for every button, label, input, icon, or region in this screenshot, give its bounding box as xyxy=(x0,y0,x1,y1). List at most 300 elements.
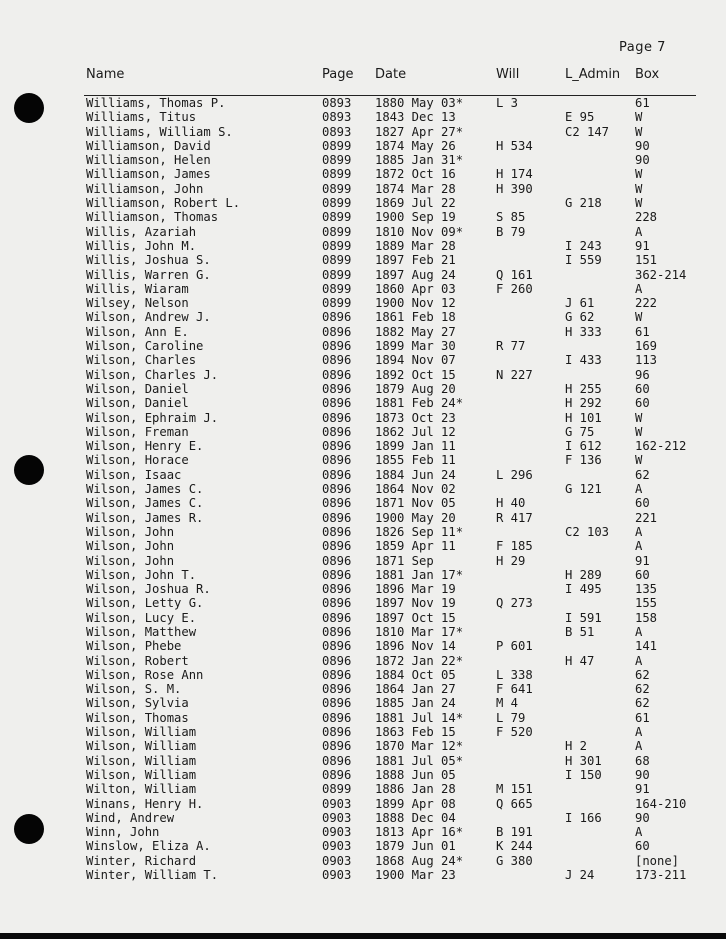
table-row xyxy=(0,182,726,196)
cell-page: 0899 xyxy=(322,224,352,239)
table-row xyxy=(0,310,726,324)
cell-box: A xyxy=(635,224,643,239)
cell-date: 1881 Jul 14* xyxy=(375,710,464,725)
cell-name: Wilson, James C. xyxy=(86,496,204,511)
cell-date: 1862 Jul 12 xyxy=(375,424,456,439)
cell-page: 0899 xyxy=(322,782,352,797)
cell-name: Winn, John xyxy=(86,825,160,840)
cell-date: 1899 Jan 11 xyxy=(375,439,456,454)
cell-name: Wilsey, Nelson xyxy=(86,296,189,311)
cell-name: Willis, John M. xyxy=(86,238,197,253)
table-row xyxy=(0,453,726,467)
cell-name: Wilson, Horace xyxy=(86,453,189,468)
cell-page: 0899 xyxy=(322,210,352,225)
cell-page: 0899 xyxy=(322,253,352,268)
cell-page: 0903 xyxy=(322,825,352,840)
table-row xyxy=(0,339,726,353)
table-row xyxy=(0,682,726,696)
cell-box: 60 xyxy=(635,381,650,396)
cell-will: L 296 xyxy=(496,467,533,482)
page-number: Page 7 xyxy=(619,40,666,55)
header-will: Will xyxy=(496,67,520,82)
cell-date: 1810 Mar 17* xyxy=(375,624,464,639)
cell-date: 1896 Nov 14 xyxy=(375,639,456,654)
cell-date: 1859 Apr 11 xyxy=(375,539,456,554)
cell-name: Winslow, Eliza A. xyxy=(86,839,211,854)
cell-date: 1813 Apr 16* xyxy=(375,825,464,840)
cell-date: 1881 Jan 17* xyxy=(375,567,464,582)
cell-date: 1864 Jan 27 xyxy=(375,682,456,697)
cell-page: 0903 xyxy=(322,796,352,811)
cell-name: Wilson, Sylvia xyxy=(86,696,189,711)
cell-name: Winter, William T. xyxy=(86,868,219,883)
cell-will: H 40 xyxy=(496,496,526,511)
cell-name: Wilson, John xyxy=(86,539,175,554)
cell-name: Wilson, Joshua R. xyxy=(86,582,211,597)
cell-will: L 3 xyxy=(496,96,519,110)
table-row xyxy=(0,596,726,610)
cell-page: 0896 xyxy=(322,324,352,339)
cell-name: Wind, Andrew xyxy=(86,810,175,825)
cell-name: Wilson, William xyxy=(86,753,197,768)
cell-admin: E 95 xyxy=(565,110,595,125)
cell-box: A xyxy=(635,624,643,639)
cell-date: 1884 Oct 05 xyxy=(375,667,456,682)
cell-name: Williams, Titus xyxy=(86,110,197,125)
cell-admin: I 433 xyxy=(565,353,602,368)
cell-name: Wilson, Caroline xyxy=(86,339,204,354)
table-row xyxy=(0,739,726,753)
cell-date: 1810 Nov 09* xyxy=(375,224,464,239)
cell-page: 0896 xyxy=(322,410,352,425)
record-list xyxy=(0,96,726,882)
cell-date: 1900 Nov 12 xyxy=(375,296,456,311)
table-row xyxy=(0,825,726,839)
scan-edge xyxy=(0,933,726,939)
cell-name: Wilson, Isaac xyxy=(86,467,182,482)
cell-page: 0896 xyxy=(322,567,352,582)
cell-name: Winans, Henry H. xyxy=(86,796,204,811)
cell-date: 1874 Mar 28 xyxy=(375,181,456,196)
cell-admin: H 2 xyxy=(565,739,588,754)
cell-box: 158 xyxy=(635,610,658,625)
table-row xyxy=(0,768,726,782)
cell-name: Willis, Azariah xyxy=(86,224,197,239)
cell-page: 0896 xyxy=(322,424,352,439)
cell-name: Wilson, Phebe xyxy=(86,639,182,654)
table-row xyxy=(0,396,726,410)
cell-box: 61 xyxy=(635,324,650,339)
cell-page: 0896 xyxy=(322,310,352,325)
cell-date: 1884 Jun 24 xyxy=(375,467,456,482)
cell-box: 61 xyxy=(635,96,650,110)
cell-will: Q 665 xyxy=(496,796,533,811)
cell-will: F 520 xyxy=(496,725,533,740)
cell-box: [none] xyxy=(635,853,680,868)
cell-admin: I 495 xyxy=(565,582,602,597)
cell-page: 0896 xyxy=(322,696,352,711)
table-row xyxy=(0,625,726,639)
cell-page: 0896 xyxy=(322,667,352,682)
table-row xyxy=(0,411,726,425)
cell-box: 155 xyxy=(635,596,658,611)
cell-box: W xyxy=(635,453,643,468)
cell-name: Williamson, Helen xyxy=(86,153,211,168)
table-row xyxy=(0,696,726,710)
cell-admin: H 101 xyxy=(565,410,602,425)
cell-will: Q 161 xyxy=(496,267,533,282)
table-row xyxy=(0,153,726,167)
cell-name: Wilson, John xyxy=(86,553,175,568)
cell-name: Wilson, Charles J. xyxy=(86,367,219,382)
table-row xyxy=(0,811,726,825)
cell-box: 90 xyxy=(635,138,650,153)
cell-admin: H 255 xyxy=(565,381,602,396)
cell-box: 68 xyxy=(635,753,650,768)
cell-name: Williamson, David xyxy=(86,138,211,153)
cell-date: 1888 Jun 05 xyxy=(375,767,456,782)
cell-box: W xyxy=(635,181,643,196)
cell-admin: I 150 xyxy=(565,767,602,782)
cell-date: 1870 Mar 12* xyxy=(375,739,464,754)
cell-box: A xyxy=(635,653,643,668)
cell-name: Wilton, William xyxy=(86,782,197,797)
cell-will: M 4 xyxy=(496,696,519,711)
cell-page: 0896 xyxy=(322,682,352,697)
cell-date: 1871 Nov 05 xyxy=(375,496,456,511)
cell-box: 162-212 xyxy=(635,439,687,454)
cell-admin: I 612 xyxy=(565,439,602,454)
cell-name: Williamson, James xyxy=(86,167,211,182)
cell-name: Wilson, Henry E. xyxy=(86,439,204,454)
cell-page: 0896 xyxy=(322,767,352,782)
cell-name: Wilson, Ann E. xyxy=(86,324,189,339)
cell-will: F 185 xyxy=(496,539,533,554)
table-row xyxy=(0,496,726,510)
cell-name: Willis, Wiaram xyxy=(86,281,189,296)
cell-box: A xyxy=(635,825,643,840)
cell-date: 1874 May 26 xyxy=(375,138,456,153)
cell-page: 0896 xyxy=(322,367,352,382)
cell-will: P 601 xyxy=(496,639,533,654)
table-row xyxy=(0,639,726,653)
cell-name: Williamson, Robert L. xyxy=(86,196,241,211)
cell-admin: G 218 xyxy=(565,196,602,211)
cell-name: Williamson, Thomas xyxy=(86,210,219,225)
cell-date: 1881 Jul 05* xyxy=(375,753,464,768)
cell-will: S 85 xyxy=(496,210,526,225)
cell-box: 60 xyxy=(635,567,650,582)
cell-box: 362-214 xyxy=(635,267,687,282)
cell-date: 1827 Apr 27* xyxy=(375,124,464,139)
cell-page: 0899 xyxy=(322,138,352,153)
cell-date: 1900 Sep 19 xyxy=(375,210,456,225)
cell-box: A xyxy=(635,482,643,497)
cell-name: Williams, William S. xyxy=(86,124,233,139)
cell-page: 0896 xyxy=(322,725,352,740)
header-date: Date xyxy=(375,67,407,82)
cell-name: Wilson, John T. xyxy=(86,567,197,582)
table-row xyxy=(0,839,726,853)
cell-name: Wilson, James R. xyxy=(86,510,204,525)
header-box: Box xyxy=(635,67,660,82)
cell-box: 151 xyxy=(635,253,658,268)
cell-admin: H 47 xyxy=(565,653,595,668)
table-row xyxy=(0,511,726,525)
cell-box: 141 xyxy=(635,639,658,654)
cell-admin: J 24 xyxy=(565,868,595,883)
cell-name: Wilson, Letty G. xyxy=(86,596,204,611)
cell-page: 0899 xyxy=(322,238,352,253)
table-row xyxy=(0,382,726,396)
cell-date: 1882 May 27 xyxy=(375,324,456,339)
cell-will: B 79 xyxy=(496,224,526,239)
cell-page: 0903 xyxy=(322,868,352,883)
table-row xyxy=(0,711,726,725)
cell-admin: I 166 xyxy=(565,810,602,825)
cell-page: 0899 xyxy=(322,153,352,168)
cell-page: 0899 xyxy=(322,167,352,182)
cell-date: 1871 Sep xyxy=(375,553,434,568)
cell-box: 62 xyxy=(635,467,650,482)
cell-box: W xyxy=(635,110,643,125)
cell-admin: G 75 xyxy=(565,424,595,439)
cell-box: 60 xyxy=(635,839,650,854)
cell-name: Wilson, William xyxy=(86,739,197,754)
cell-name: Wilson, Daniel xyxy=(86,396,189,411)
cell-box: 164-210 xyxy=(635,796,687,811)
cell-will: R 417 xyxy=(496,510,533,525)
cell-date: 1896 Mar 19 xyxy=(375,582,456,597)
cell-box: A xyxy=(635,739,643,754)
cell-date: 1886 Jan 28 xyxy=(375,782,456,797)
cell-date: 1900 May 20 xyxy=(375,510,456,525)
cell-page: 0899 xyxy=(322,181,352,196)
cell-box: 222 xyxy=(635,296,658,311)
cell-date: 1885 Jan 31* xyxy=(375,153,464,168)
cell-date: 1826 Sep 11* xyxy=(375,524,464,539)
cell-box: W xyxy=(635,124,643,139)
table-row xyxy=(0,425,726,439)
cell-will: H 390 xyxy=(496,181,533,196)
cell-date: 1868 Aug 24* xyxy=(375,853,464,868)
cell-will: F 260 xyxy=(496,281,533,296)
cell-name: Wilson, Lucy E. xyxy=(86,610,197,625)
cell-page: 0896 xyxy=(322,510,352,525)
cell-date: 1861 Feb 18 xyxy=(375,310,456,325)
cell-page: 0899 xyxy=(322,281,352,296)
cell-will: L 79 xyxy=(496,710,526,725)
cell-admin: H 301 xyxy=(565,753,602,768)
table-row xyxy=(0,110,726,124)
cell-page: 0896 xyxy=(322,553,352,568)
table-row xyxy=(0,139,726,153)
cell-name: Willis, Joshua S. xyxy=(86,253,211,268)
cell-box: 96 xyxy=(635,367,650,382)
cell-name: Wilson, Robert xyxy=(86,653,189,668)
cell-name: Wilson, Daniel xyxy=(86,381,189,396)
cell-will: Q 273 xyxy=(496,596,533,611)
table-row xyxy=(0,239,726,253)
cell-page: 0893 xyxy=(322,110,352,125)
cell-will: H 174 xyxy=(496,167,533,182)
cell-page: 0896 xyxy=(322,381,352,396)
cell-page: 0896 xyxy=(322,453,352,468)
table-row xyxy=(0,568,726,582)
cell-name: Wilson, Matthew xyxy=(86,624,197,639)
cell-box: 173-211 xyxy=(635,868,687,883)
cell-page: 0899 xyxy=(322,267,352,282)
table-row xyxy=(0,96,726,110)
table-row xyxy=(0,797,726,811)
cell-box: 113 xyxy=(635,353,658,368)
cell-date: 1881 Feb 24* xyxy=(375,396,464,411)
cell-box: 135 xyxy=(635,582,658,597)
cell-page: 0896 xyxy=(322,439,352,454)
cell-admin: C2 147 xyxy=(565,124,610,139)
cell-date: 1900 Mar 23 xyxy=(375,868,456,883)
cell-page: 0896 xyxy=(322,496,352,511)
cell-name: Wilson, S. M. xyxy=(86,682,182,697)
cell-admin: C2 103 xyxy=(565,524,610,539)
cell-page: 0903 xyxy=(322,853,352,868)
cell-date: 1860 Apr 03 xyxy=(375,281,456,296)
cell-page: 0899 xyxy=(322,196,352,211)
table-row xyxy=(0,296,726,310)
cell-box: 90 xyxy=(635,810,650,825)
cell-name: Wilson, Charles xyxy=(86,353,197,368)
table-header xyxy=(0,67,726,83)
cell-date: 1897 Aug 24 xyxy=(375,267,456,282)
cell-date: 1879 Aug 20 xyxy=(375,381,456,396)
cell-name: Wilson, James C. xyxy=(86,482,204,497)
table-row xyxy=(0,482,726,496)
cell-admin: B 51 xyxy=(565,624,595,639)
header-name: Name xyxy=(86,67,125,82)
cell-admin: J 61 xyxy=(565,296,595,311)
cell-box: A xyxy=(635,281,643,296)
cell-name: Williamson, John xyxy=(86,181,204,196)
cell-box: W xyxy=(635,424,643,439)
cell-admin: I 243 xyxy=(565,238,602,253)
table-row xyxy=(0,167,726,181)
cell-box: 62 xyxy=(635,682,650,697)
cell-page: 0896 xyxy=(322,539,352,554)
cell-box: 91 xyxy=(635,238,650,253)
cell-name: Wilson, Ephraim J. xyxy=(86,410,219,425)
table-row xyxy=(0,196,726,210)
table-row xyxy=(0,611,726,625)
cell-box: 90 xyxy=(635,153,650,168)
table-row xyxy=(0,539,726,553)
table-row xyxy=(0,468,726,482)
cell-box: W xyxy=(635,196,643,211)
cell-box: 60 xyxy=(635,396,650,411)
table-row xyxy=(0,725,726,739)
cell-box: W xyxy=(635,310,643,325)
cell-page: 0896 xyxy=(322,639,352,654)
cell-page: 0896 xyxy=(322,482,352,497)
cell-admin: G 62 xyxy=(565,310,595,325)
cell-box: 221 xyxy=(635,510,658,525)
cell-date: 1855 Feb 11 xyxy=(375,453,456,468)
cell-page: 0896 xyxy=(322,524,352,539)
cell-name: Wilson, John xyxy=(86,524,175,539)
table-row xyxy=(0,754,726,768)
cell-page: 0893 xyxy=(322,96,352,110)
cell-will: F 641 xyxy=(496,682,533,697)
cell-date: 1897 Oct 15 xyxy=(375,610,456,625)
cell-page: 0903 xyxy=(322,810,352,825)
cell-admin: H 289 xyxy=(565,567,602,582)
cell-will: H 29 xyxy=(496,553,526,568)
cell-date: 1897 Feb 21 xyxy=(375,253,456,268)
table-row xyxy=(0,253,726,267)
cell-date: 1864 Nov 02 xyxy=(375,482,456,497)
table-row xyxy=(0,668,726,682)
cell-name: Wilson, Thomas xyxy=(86,710,189,725)
cell-date: 1869 Jul 22 xyxy=(375,196,456,211)
cell-page: 0896 xyxy=(322,339,352,354)
cell-name: Wilson, Andrew J. xyxy=(86,310,211,325)
cell-will: M 151 xyxy=(496,782,533,797)
cell-date: 1889 Mar 28 xyxy=(375,238,456,253)
cell-page: 0896 xyxy=(322,739,352,754)
cell-admin: I 559 xyxy=(565,253,602,268)
table-row xyxy=(0,225,726,239)
cell-date: 1880 May 03* xyxy=(375,96,464,110)
cell-page: 0896 xyxy=(322,582,352,597)
cell-box: 169 xyxy=(635,339,658,354)
cell-page: 0896 xyxy=(322,624,352,639)
cell-box: 62 xyxy=(635,667,650,682)
cell-page: 0896 xyxy=(322,353,352,368)
cell-admin: H 292 xyxy=(565,396,602,411)
cell-name: Wilson, Freman xyxy=(86,424,189,439)
cell-will: L 338 xyxy=(496,667,533,682)
header-admin: L_Admin xyxy=(565,67,621,82)
header-page: Page xyxy=(322,67,354,82)
cell-box: A xyxy=(635,524,643,539)
cell-page: 0903 xyxy=(322,839,352,854)
cell-box: 62 xyxy=(635,696,650,711)
table-row xyxy=(0,439,726,453)
table-row xyxy=(0,268,726,282)
cell-page: 0896 xyxy=(322,710,352,725)
table-row xyxy=(0,854,726,868)
cell-page: 0893 xyxy=(322,124,352,139)
cell-will: N 227 xyxy=(496,367,533,382)
cell-date: 1873 Oct 23 xyxy=(375,410,456,425)
cell-date: 1885 Jan 24 xyxy=(375,696,456,711)
cell-date: 1897 Nov 19 xyxy=(375,596,456,611)
cell-box: 61 xyxy=(635,710,650,725)
cell-box: A xyxy=(635,725,643,740)
cell-name: Williams, Thomas P. xyxy=(86,96,226,110)
cell-date: 1872 Oct 16 xyxy=(375,167,456,182)
cell-date: 1872 Jan 22* xyxy=(375,653,464,668)
cell-will: K 244 xyxy=(496,839,533,854)
table-row xyxy=(0,654,726,668)
cell-date: 1888 Dec 04 xyxy=(375,810,456,825)
cell-date: 1863 Feb 15 xyxy=(375,725,456,740)
table-row xyxy=(0,868,726,882)
cell-box: 60 xyxy=(635,496,650,511)
cell-will: G 380 xyxy=(496,853,533,868)
table-row xyxy=(0,554,726,568)
cell-box: A xyxy=(635,539,643,554)
table-row xyxy=(0,525,726,539)
